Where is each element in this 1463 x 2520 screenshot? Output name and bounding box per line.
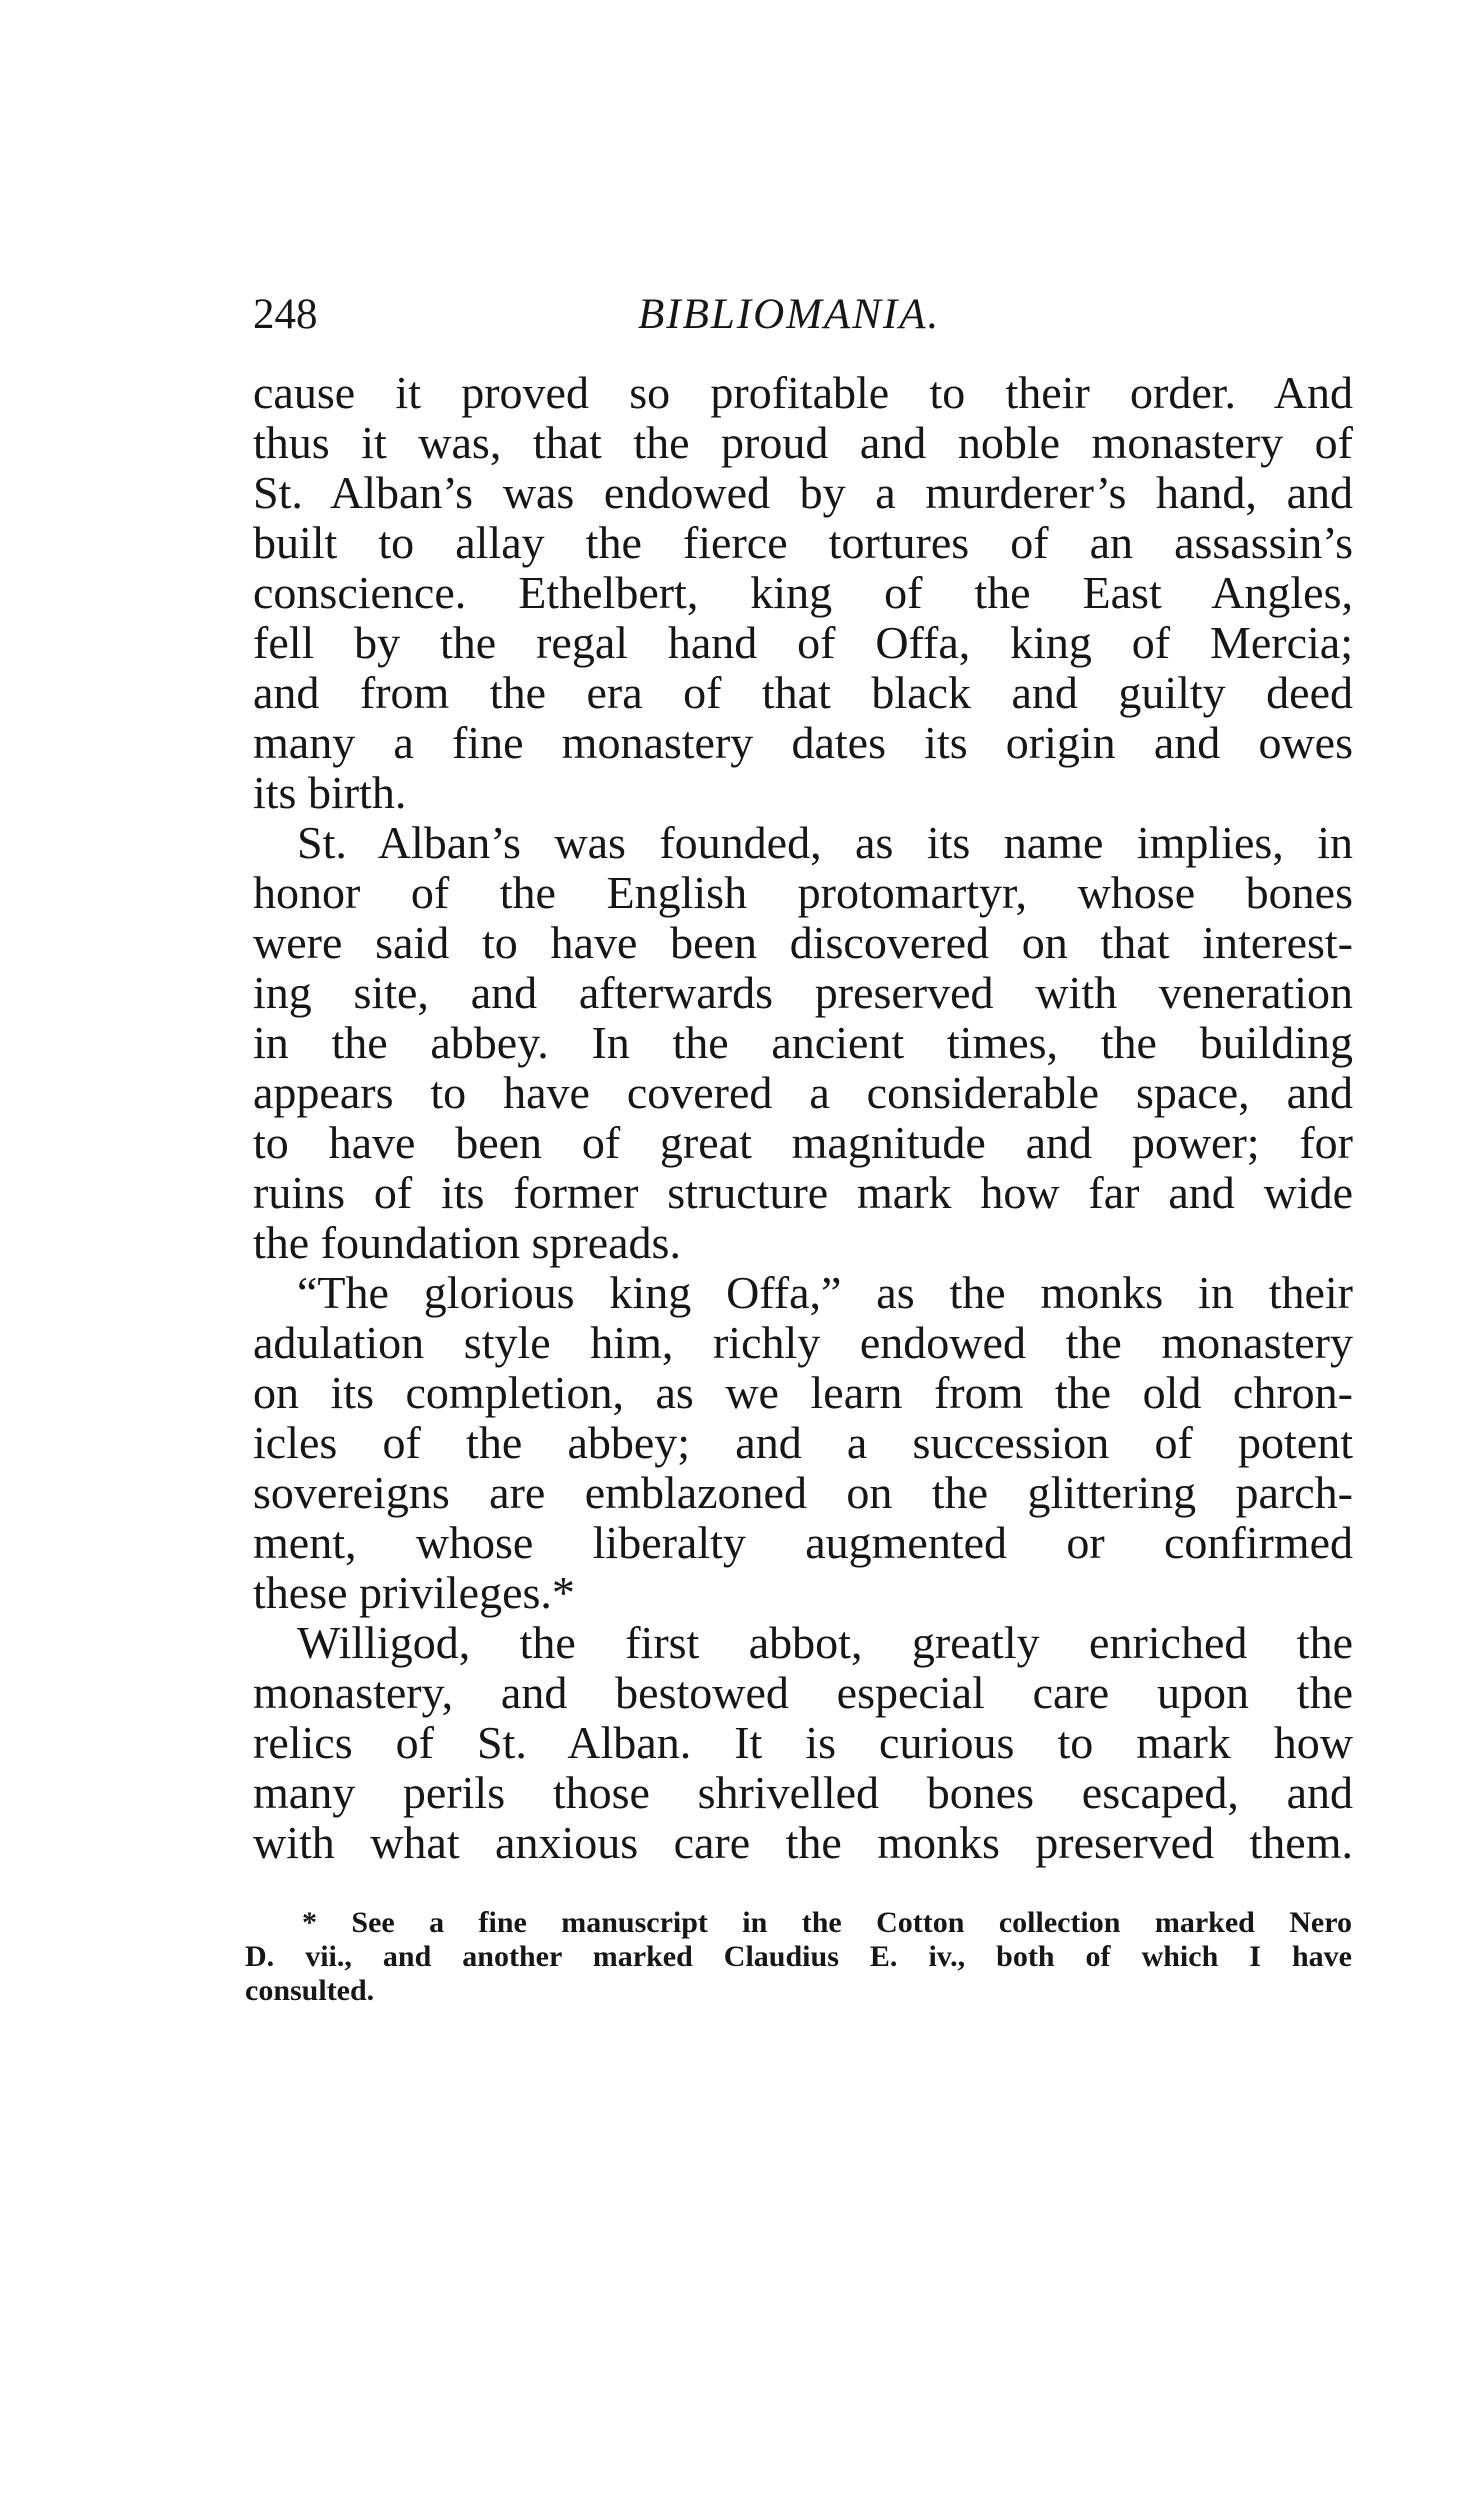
footnote-line: D. vii., and another marked Claudius E. iv., both of which I have [245, 1940, 1352, 1973]
footnote [245, 1906, 1352, 2008]
text-line: icles of the abbey; and a succession of potent [253, 1417, 1353, 1468]
text-line: relics of St. Alban. It is curious to mark how [253, 1717, 1353, 1768]
text-line: to have been of great magnitude and power; for [253, 1117, 1353, 1168]
body-text [253, 368, 1353, 1868]
text-line: built to allay the fierce tortures of an assassin’s [253, 517, 1353, 568]
text-line: appears to have covered a considerable space, and [253, 1067, 1353, 1118]
text-line: sovereigns are emblazoned on the glittering parch- [253, 1467, 1353, 1518]
text-line: the foundation spreads. [253, 1217, 681, 1268]
text-line: ing site, and afterwards preserved with veneration [253, 967, 1353, 1018]
footnote-line: consulted. [245, 1974, 375, 2007]
text-line: and from the era of that black and guilty deed [253, 667, 1353, 718]
text-line: ment, whose liberalty augmented or confirmed [253, 1517, 1353, 1568]
text-line: monastery, and bestowed especial care upon the [253, 1667, 1353, 1718]
text-line: in the abbey. In the ancient times, the building [253, 1017, 1353, 1068]
page-number: 248 [253, 291, 318, 338]
text-line: Willigod, the first abbot, greatly enriched the [297, 1617, 1353, 1668]
text-line: its birth. [253, 767, 407, 818]
footnote-line: * See a fine manuscript in the Cotton collection marked Nero [302, 1906, 1352, 1939]
text-line: St. Alban’s was founded, as its name implies, in [297, 817, 1353, 868]
text-line: ruins of its former structure mark how far and wide [253, 1167, 1353, 1218]
text-line: “The glorious king Offa,” as the monks in their [297, 1267, 1353, 1318]
text-line: cause it proved so profitable to their order. And [253, 367, 1353, 418]
text-line: conscience. Ethelbert, king of the East Angles, [253, 567, 1353, 618]
text-line: thus it was, that the proud and noble monastery of [253, 417, 1353, 468]
text-line: fell by the regal hand of Offa, king of Mercia; [253, 617, 1353, 668]
text-line: many a fine monastery dates its origin and owes [253, 717, 1353, 768]
text-line: were said to have been discovered on that interest- [253, 917, 1353, 968]
running-title: BIBLIOMANIA. [638, 291, 941, 338]
text-line: many perils those shrivelled bones escaped, and [253, 1767, 1353, 1818]
text-line: St. Alban’s was endowed by a murderer’s hand, and [253, 467, 1353, 518]
text-line: these privileges.* [253, 1567, 575, 1618]
page-header [253, 290, 1363, 350]
text-line: with what anxious care the monks preserved them. [253, 1817, 1353, 1868]
text-line: honor of the English protomartyr, whose bones [253, 867, 1353, 918]
text-line: on its completion, as we learn from the old chron- [253, 1367, 1353, 1418]
text-line: adulation style him, richly endowed the monastery [253, 1317, 1353, 1368]
